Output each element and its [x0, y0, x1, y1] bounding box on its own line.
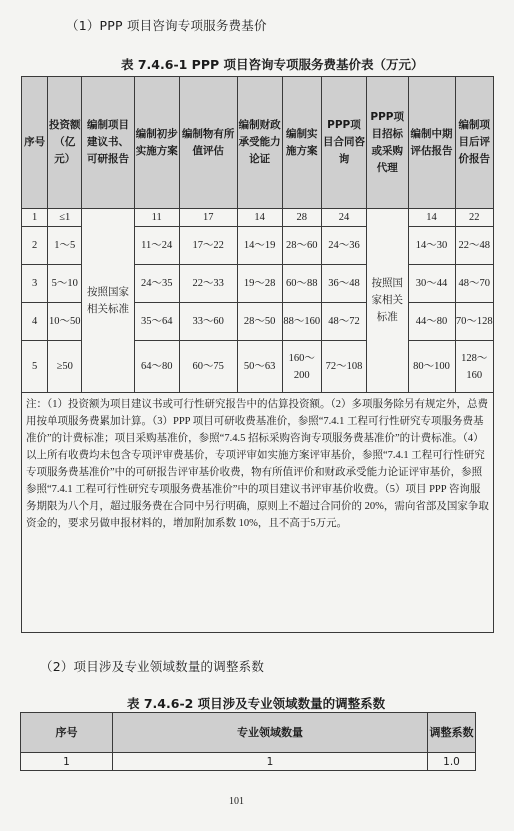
cell: 5 — [22, 341, 48, 393]
cell: 14 — [237, 209, 282, 227]
cell: 3 — [22, 265, 48, 303]
cell: 14～30 — [408, 227, 455, 265]
cell: 28～50 — [237, 303, 282, 341]
table2-caption: 表 7.4.6-2 项目涉及专业领域数量的调整系数 — [127, 696, 386, 711]
cell: ≤1 — [48, 209, 82, 227]
header-cell: 序号 — [21, 713, 113, 753]
header-cell: 编制财政承受能力论证 — [237, 77, 282, 209]
cell: 70～128 — [455, 303, 493, 341]
header-cell: 编制实施方案 — [282, 77, 321, 209]
table-header-row — [22, 77, 494, 209]
coefficient-table — [20, 712, 476, 771]
header-cell: 编制初步实施方案 — [134, 77, 179, 209]
cell: 60～88 — [282, 265, 321, 303]
header-cell: PPP项目招标或采购代理 — [366, 77, 408, 209]
cell: 11 — [134, 209, 179, 227]
header-cell: PPP项目合同咨询 — [322, 77, 367, 209]
header-cell: 序号 — [22, 77, 48, 209]
cell: 1 — [21, 753, 113, 771]
cell: 4 — [22, 303, 48, 341]
header-cell: 专业领域数量 — [113, 713, 428, 753]
cell: 19～28 — [237, 265, 282, 303]
cell: 30～44 — [408, 265, 455, 303]
cell: 22 — [455, 209, 493, 227]
cell: 50～63 — [237, 341, 282, 393]
header-cell: 编制中期评估报告 — [408, 77, 455, 209]
table-header-row — [21, 713, 476, 753]
cell: ≥50 — [48, 341, 82, 393]
cell: 36～48 — [322, 265, 367, 303]
table-note: 注：（1）投资额为项目建议书或可行性研究报告中的估算投资额。（2）多项服务除另有规定外，总费用按单项服务费累加计算。（3）PPP 项目可研收费基准价，参照“7.4.1 工程可行性研究专项服务费基准价”的计费标准；项目采购基准价，参照“7.4.5 招标采购咨询专项服务费基准价”的计费标准。（4）以上所有收费均未包含专项评审费基价，专项评审如实施方案评审基价，参照“7.4.1 工程可行性研究专项服务费基准价”中的可研报告评审基价收费，物有所值评价和财政承受能力论证评审基价，参照参照“7.4.1 工程可行性研究专项服务费基准价”中的项目建议书评审基价收费。（5）项目 PPP 咨询服务期限为八个月，超过服务费在合同中另行明确，原则上不超过合同价的 20%，需向省部及国家争取资金的，要求另做申报材料的，增加附加系数 10%，且不高于5万元。 — [22, 393, 494, 633]
cell: 72～108 — [322, 341, 367, 393]
cell: 28～60 — [282, 227, 321, 265]
table-row — [22, 209, 494, 227]
cell: 88～160 — [282, 303, 321, 341]
section-heading-2: （2）项目涉及专业领域数量的调整系数 — [40, 659, 265, 674]
cell: 48～72 — [322, 303, 367, 341]
cell: 10～50 — [48, 303, 82, 341]
cell: 17～22 — [179, 227, 237, 265]
cell: 24～35 — [134, 265, 179, 303]
merged-cell-national-standard: 按照国家相关标准 — [82, 209, 135, 393]
header-cell: 编制项目建议书、可研报告 — [82, 77, 135, 209]
cell: 160～200 — [282, 341, 321, 393]
cell: 14 — [408, 209, 455, 227]
page-number: 101 — [229, 796, 244, 807]
header-cell: 编制项目后评价报告 — [455, 77, 493, 209]
table-row — [21, 753, 476, 771]
header-cell: 编制物有所值评估 — [179, 77, 237, 209]
cell: 128～160 — [455, 341, 493, 393]
section-heading-1: （1）PPP 项目咨询专项服务费基价 — [66, 18, 267, 33]
cell: 22～33 — [179, 265, 237, 303]
cell: 17 — [179, 209, 237, 227]
cell: 5～10 — [48, 265, 82, 303]
cell: 28 — [282, 209, 321, 227]
cell: 80～100 — [408, 341, 455, 393]
cell: 35～64 — [134, 303, 179, 341]
cell: 48～70 — [455, 265, 493, 303]
cell: 1 — [113, 753, 428, 771]
cell: 24～36 — [322, 227, 367, 265]
cell: 64～80 — [134, 341, 179, 393]
cell: 11～24 — [134, 227, 179, 265]
header-cell: 投资额（亿元） — [48, 77, 82, 209]
cell: 44～80 — [408, 303, 455, 341]
cell: 1～5 — [48, 227, 82, 265]
merged-cell-national-standard: 按照国家相关标准 — [366, 209, 408, 393]
cell: 24 — [322, 209, 367, 227]
cell: 60～75 — [179, 341, 237, 393]
header-cell: 调整系数 — [428, 713, 476, 753]
table-note-row — [22, 393, 494, 633]
cell: 2 — [22, 227, 48, 265]
fee-table — [21, 76, 494, 633]
table1-caption: 表 7.4.6-1 PPP 项目咨询专项服务费基价表（万元） — [121, 57, 424, 72]
cell: 33～60 — [179, 303, 237, 341]
cell: 14～19 — [237, 227, 282, 265]
cell: 22～48 — [455, 227, 493, 265]
cell: 1 — [22, 209, 48, 227]
cell: 1.0 — [428, 753, 476, 771]
